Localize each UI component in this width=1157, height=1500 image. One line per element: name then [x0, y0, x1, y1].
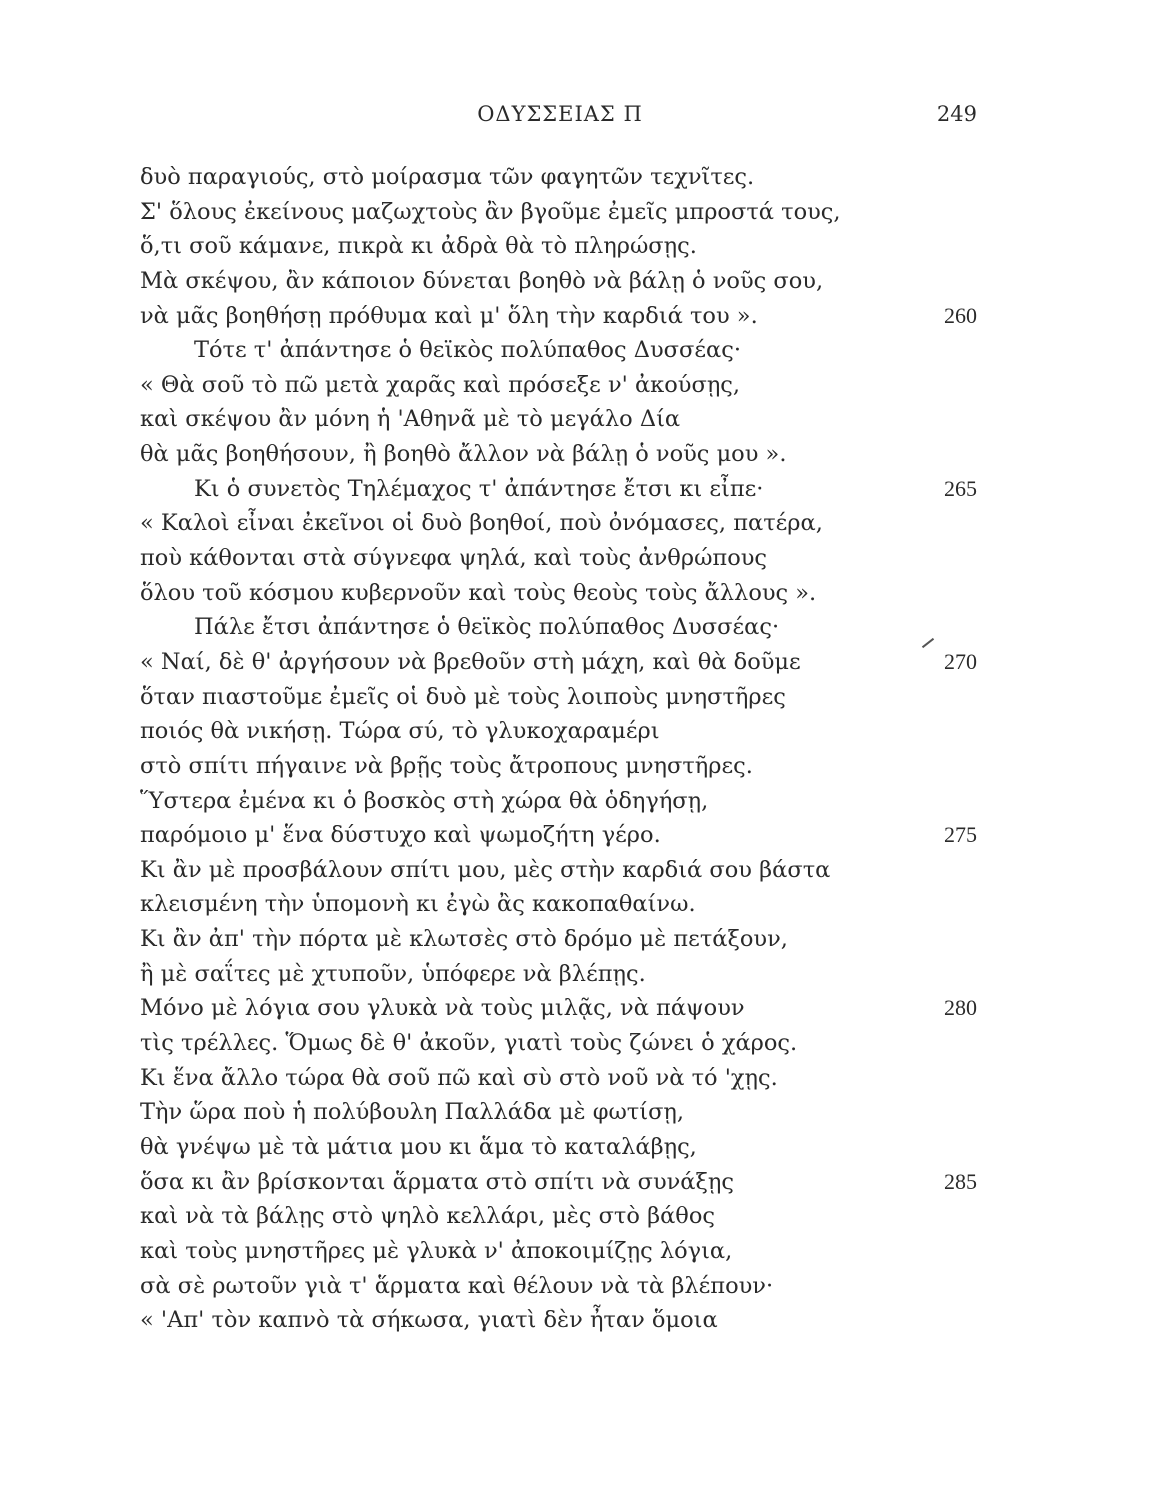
verse-line: [140, 1165, 980, 1200]
verse-line: [140, 1269, 980, 1304]
verse-line: [140, 299, 980, 334]
line-number: 280: [944, 995, 977, 1021]
verse-text: ὅλου τοῦ κόσμου κυβερνοῦν καὶ τοὺς θεοὺς τοὺς ἄλλους ».: [140, 579, 817, 606]
verse-line: [140, 576, 980, 611]
verse-line: [140, 610, 980, 645]
verse-block: [140, 160, 980, 1338]
verse-line: [140, 784, 980, 819]
verse-line: [140, 368, 980, 403]
verse-text: « Θὰ σοῦ τὸ πῶ μετὰ χαρᾶς καὶ πρόσεξε ν' ἀκούσῃς,: [140, 371, 741, 398]
verse-text: Μὰ σκέψου, ἂν κάποιον δύνεται βοηθὸ νὰ βάλῃ ὁ νοῦς σου,: [140, 267, 824, 294]
verse-line: [140, 1061, 980, 1096]
verse-line: [140, 1095, 980, 1130]
verse-text: Πάλε ἔτσι ἀπάντησε ὁ θεϊκὸς πολύπαθος Δυσσέας·: [194, 614, 780, 641]
verse-line: [140, 714, 980, 749]
verse-line: [140, 1026, 980, 1061]
verse-line: [140, 333, 980, 368]
verse-line: [140, 1199, 980, 1234]
line-number: 275: [944, 822, 977, 848]
verse-line: [140, 818, 980, 853]
verse-line: [140, 437, 980, 472]
verse-line: [140, 402, 980, 437]
verse-text: Κι ἂν μὲ προσβάλουν σπίτι μου, μὲς στὴν καρδιά σου βάστα: [140, 856, 831, 883]
verse-text: Ὕστερα ἐμένα κι ὁ βοσκὸς στὴ χώρα θὰ ὁδηγήσῃ,: [140, 787, 709, 814]
verse-text: τὶς τρέλλες. Ὅμως δὲ θ' ἀκοῦν, γιατὶ τοὺς ζώνει ὁ χάρος.: [140, 1030, 798, 1057]
verse-text: ποιός θὰ νικήσῃ. Τώρα σύ, τὸ γλυκοχαραμέρι: [140, 718, 660, 745]
verse-line: [140, 541, 980, 576]
verse-line: [140, 472, 980, 507]
verse-text: στὸ σπίτι πήγαινε νὰ βρῇς τοὺς ἄτροπους μνηστῆρες.: [140, 752, 753, 779]
verse-text: ὅ,τι σοῦ κάμανε, πικρὰ κι ἀδρὰ θὰ τὸ πληρώσῃς.: [140, 233, 697, 260]
verse-text: δυὸ παραγιούς, στὸ μοίρασμα τῶν φαγητῶν τεχνῖτες.: [140, 164, 755, 190]
verse-line: [140, 264, 980, 299]
running-title: ΟΔΥΣΣΕΙΑΣ Π: [477, 102, 643, 126]
verse-text: « Ναί, δὲ θ' ἀργήσουν νὰ βρεθοῦν στὴ μάχη, καὶ θὰ δοῦμε: [140, 648, 801, 675]
line-number: 270: [944, 648, 977, 674]
verse-text: ὅσα κι ἂν βρίσκονται ἅρματα στὸ σπίτι νὰ συνάξῃς: [140, 1168, 734, 1195]
verse-text: καὶ τοὺς μνηστῆρες μὲ γλυκὰ ν' ἀποκοιμίζῃς λόγια,: [140, 1237, 733, 1264]
verse-text: ποὺ κάθονται στὰ σύγνεφα ψηλά, καὶ τοὺς ἀνθρώπους: [140, 545, 768, 572]
line-number: 260: [944, 302, 977, 328]
verse-line: [140, 160, 980, 195]
verse-text: Σ' ὅλους ἐκείνους μαζωχτοὺς ἂν βγοῦμε ἐμεῖς μπροστά τους,: [140, 198, 841, 225]
verse-text: « Καλοὶ εἶναι ἐκεῖνοι οἱ δυὸ βοηθοί, ποὺ ὀνόμασες, πατέρα,: [140, 510, 823, 537]
verse-text: Τὴν ὥρα ποὺ ἡ πολύβουλη Παλλάδα μὲ φωτίσῃ,: [140, 1099, 685, 1126]
verse-line: [140, 1303, 980, 1338]
verse-text: καὶ σκέψου ἂν μόνη ἡ 'Αθηνᾶ μὲ τὸ μεγάλο Δία: [140, 406, 681, 433]
line-number: 265: [944, 475, 977, 501]
verse-text: Κι ἕνα ἄλλο τώρα θὰ σοῦ πῶ καὶ σὺ στὸ νοῦ νὰ τό 'χῃς.: [140, 1064, 778, 1091]
verse-line: [140, 922, 980, 957]
verse-text: Κι ἂν ἀπ' τὴν πόρτα μὲ κλωτσὲς στὸ δρόμο μὲ πετάξουν,: [140, 926, 788, 953]
verse-text: νὰ μᾶς βοηθήσῃ πρόθυμα καὶ μ' ὅλη τὴν καρδιά του ».: [140, 302, 758, 329]
verse-line: [140, 853, 980, 888]
verse-line: [140, 957, 980, 992]
running-head: [140, 100, 980, 134]
verse-line: [140, 506, 980, 541]
verse-line: [140, 195, 980, 230]
verse-text: κλεισμένη τὴν ὑπομονὴ κι ἐγὼ ἂς κακοπαθαίνω.: [140, 891, 696, 918]
verse-text: θὰ γνέψω μὲ τὰ μάτια μου κι ἅμα τὸ καταλάβῃς,: [140, 1133, 697, 1160]
line-number: 285: [944, 1168, 977, 1194]
verse-line: [140, 991, 980, 1026]
verse-line: [140, 645, 980, 680]
verse-line: [140, 680, 980, 715]
verse-text: ὅταν πιαστοῦμε ἐμεῖς οἱ δυὸ μὲ τοὺς λοιποὺς μνηστῆρες: [140, 683, 786, 710]
verse-text: ἢ μὲ σαΐτες μὲ χτυποῦν, ὑπόφερε νὰ βλέπῃς.: [140, 960, 646, 987]
verse-text: σὰ σὲ ρωτοῦν γιὰ τ' ἅρματα καὶ θέλουν νὰ τὰ βλέπουν·: [140, 1272, 774, 1299]
verse-line: [140, 1234, 980, 1269]
verse-text: Μόνο μὲ λόγια σου γλυκὰ νὰ τοὺς μιλᾷς, νὰ πάψουν: [140, 995, 745, 1022]
verse-text: « 'Απ' τὸν καπνὸ τὰ σήκωσα, γιατὶ δὲν ἦταν ὅμοια: [140, 1307, 718, 1334]
verse-text: Τότε τ' ἀπάντησε ὁ θεϊκὸς πολύπαθος Δυσσέας·: [194, 337, 741, 364]
verse-line: [140, 887, 980, 922]
verse-text: Κι ὁ συνετὸς Τηλέμαχος τ' ἀπάντησε ἔτσι κι εἶπε·: [194, 475, 764, 502]
verse-line: [140, 1130, 980, 1165]
verse-line: [140, 229, 980, 264]
verse-text: θὰ μᾶς βοηθήσουν, ἢ βοηθὸ ἄλλον νὰ βάλῃ ὁ νοῦς μου ».: [140, 441, 787, 468]
verse-line: [140, 749, 980, 784]
verse-text: καὶ νὰ τὰ βάλῃς στὸ ψηλὸ κελλάρι, μὲς στὸ βάθος: [140, 1203, 715, 1230]
page-number: 249: [936, 102, 977, 126]
verse-text: παρόμοιο μ' ἕνα δύστυχο καὶ ψωμοζήτη γέρο.: [140, 822, 661, 849]
